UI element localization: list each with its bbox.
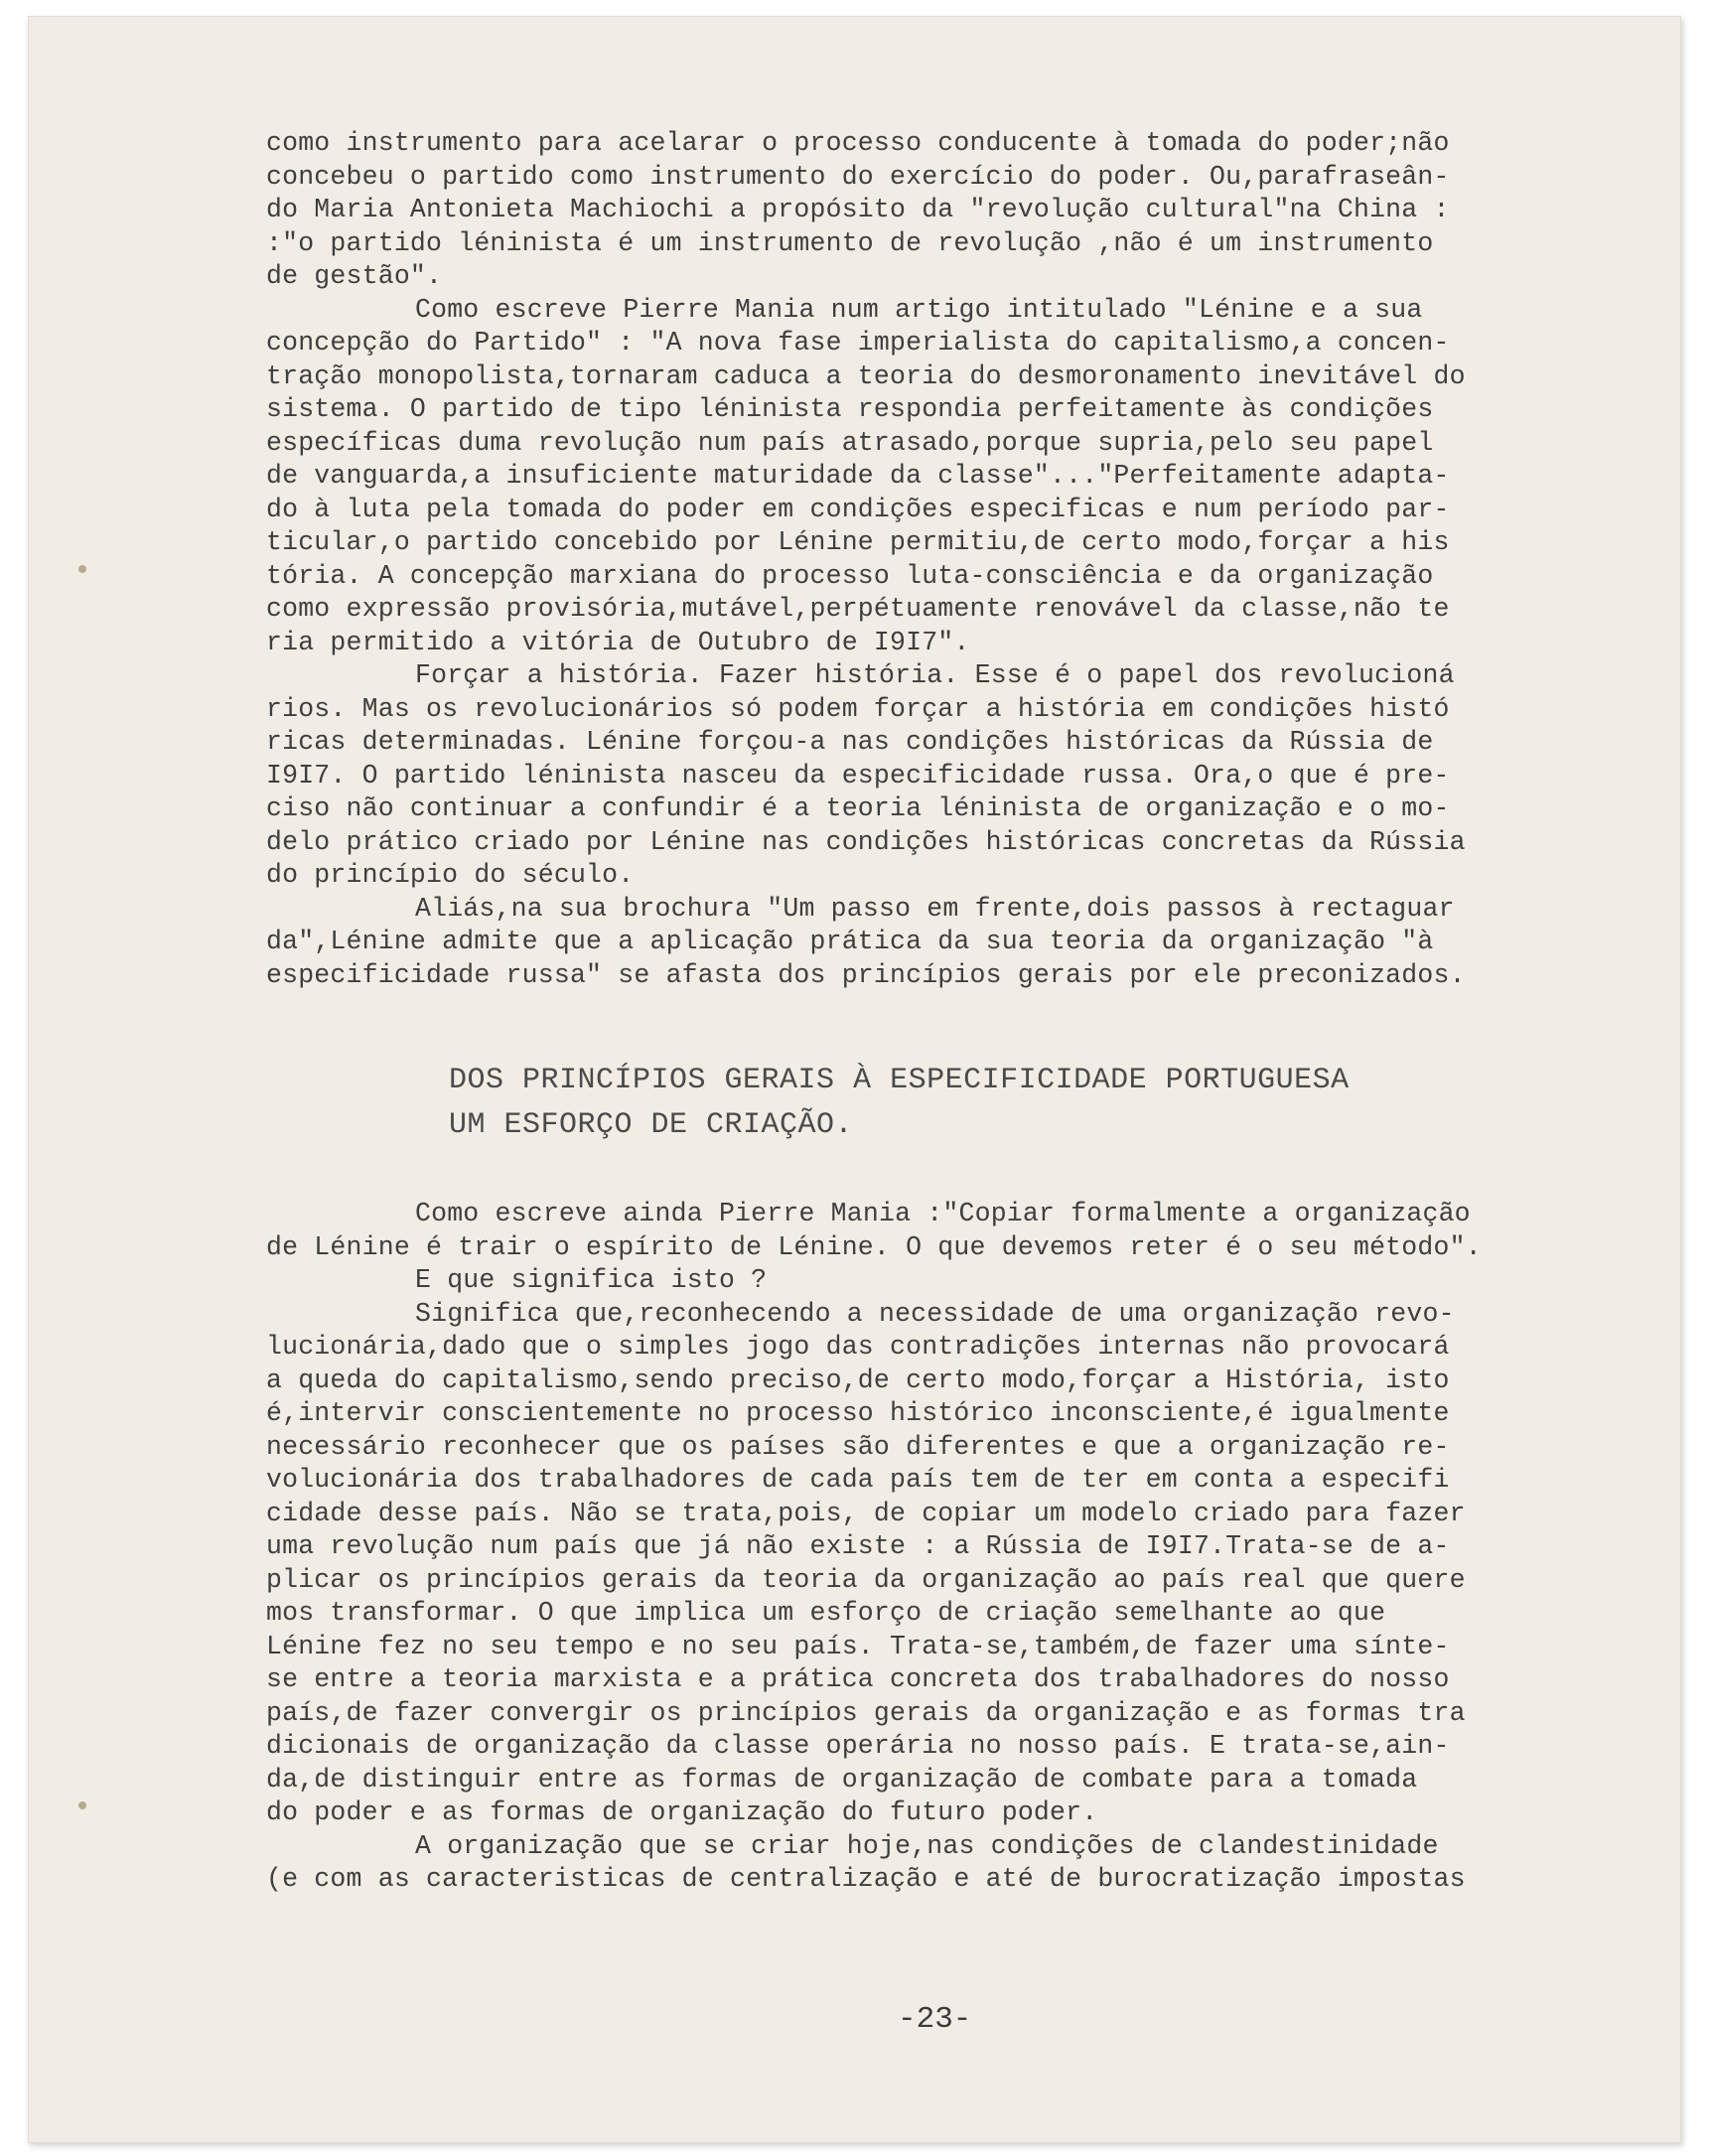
body-text-block-2: [266, 1198, 1627, 1897]
text-line: do à luta pela tomada do poder em condições especificas e num período par-: [266, 494, 1450, 524]
text-line: como instrumento para acelarar o processo conducente à tomada do poder;não: [266, 128, 1450, 158]
text-line: é,intervir conscientemente no processo histórico inconsciente,é igualmente: [266, 1398, 1450, 1428]
text-line: ticular,o partido concebido por Lénine permitiu,de certo modo,forçar a his: [266, 527, 1450, 557]
text-line: ricas determinadas. Lénine forçou-a nas condições históricas da Rússia de: [266, 727, 1434, 757]
text-line: ria permitido a vitória de Outubro de I9I7".: [266, 627, 970, 657]
page-number: -23-: [898, 2002, 972, 2037]
text-line: concepção do Partido" : "A nova fase imperialista do capitalismo,a concen-: [266, 328, 1450, 358]
text-line: uma revolução num país que já não existe : a Rússia de I9I7.Trata-se de a-: [266, 1531, 1450, 1561]
text-line: da,de distinguir entre as formas de organização de combate para a tomada: [266, 1764, 1418, 1795]
text-line: Como escreve Pierre Mania num artigo intitulado "Lénine e a sua: [415, 294, 1423, 325]
text-line: Lénine fez no seu tempo e no seu país. Trata-se,também,de fazer uma sínte-: [266, 1631, 1450, 1661]
text-line: se entre a teoria marxista e a prática concreta dos trabalhadores do nosso: [266, 1664, 1450, 1694]
text-line: específicas duma revolução num país atrasado,porque supria,pelo seu papel: [266, 427, 1434, 458]
text-line: Aliás,na sua brochura "Um passo em frente,dois passos à rectaguar: [415, 893, 1455, 924]
text-line: volucionária dos trabalhadores de cada país tem de ter em conta a especifi: [266, 1465, 1450, 1495]
text-line: do poder e as formas de organização do futuro poder.: [266, 1797, 1098, 1827]
text-line: tração monopolista,tornaram caduca a teoria do desmoronamento inevitável do: [266, 360, 1466, 391]
text-line: mos transformar. O que implica um esforço de criação semelhante ao que: [266, 1598, 1386, 1628]
text-line: como expressão provisória,mutável,perpétuamente renovável da classe,não te: [266, 594, 1450, 624]
text-line: ciso não continuar a confundir é a teoria léninista de organização e o mo-: [266, 793, 1450, 823]
text-line: E que significa isto ?: [415, 1265, 768, 1295]
text-line: especificidade russa" se afasta dos princípios gerais por ele preconizados.: [266, 959, 1466, 990]
text-line: país,de fazer convergir os princípios gerais da organização e as formas tra: [266, 1697, 1466, 1728]
text-line: Significa que,reconhecendo a necessidade de uma organização revo-: [415, 1298, 1455, 1329]
text-line: tória. A concepção marxiana do processo luta-consciência e da organização: [266, 560, 1434, 591]
text-line: do princípio do século.: [266, 860, 635, 890]
body-text-block-1: [266, 127, 1627, 992]
section-heading: [449, 1059, 1442, 1148]
text-line: I9I7. O partido léninista nasceu da especificidade russa. Ora,o que é pre-: [266, 760, 1450, 791]
text-line: de Lénine é trair o espírito de Lénine. O que devemos reter é o seu método".: [266, 1231, 1482, 1262]
text-line: delo prático criado por Lénine nas condições históricas concretas da Rússia: [266, 826, 1466, 857]
punch-hole-mark: [78, 1801, 86, 1809]
text-line: rios. Mas os revolucionários só podem forçar a história em condições histó: [266, 693, 1450, 724]
text-line: Forçar a história. Fazer história. Esse é o papel dos revolucioná: [415, 660, 1455, 690]
text-line: a queda do capitalismo,sendo preciso,de certo modo,forçar a História, isto: [266, 1365, 1450, 1395]
text-line: A organização que se criar hoje,nas condições de clandestinidade: [415, 1830, 1439, 1861]
text-line: :"o partido léninista é um instrumento de revolução ,não é um instrumento: [266, 227, 1434, 258]
text-line: da",Lénine admite que a aplicação prática da sua teoria da organização "à: [266, 927, 1434, 956]
text-line: cidade desse país. Não se trata,pois, de copiar um modelo criado para fazer: [266, 1498, 1466, 1528]
heading-line-1: DOS PRINCÍPIOS GERAIS À ESPECIFICIDADE PORTUGUESA: [449, 1064, 1350, 1097]
text-line: concebeu o partido como instrumento do exercício do poder. Ou,parafraseân-: [266, 161, 1450, 192]
text-line: Como escreve ainda Pierre Mania :"Copiar formalmente a organização: [415, 1199, 1471, 1228]
text-line: sistema. O partido de tipo léninista respondia perfeitamente às condições: [266, 394, 1434, 424]
text-line: plicar os princípios gerais da teoria da organização ao país real que quere: [266, 1564, 1466, 1595]
text-line: de gestão".: [266, 261, 443, 291]
heading-line-2: UM ESFORÇO DE CRIAÇÃO.: [449, 1108, 854, 1142]
text-line: dicionais de organização da classe operária no nosso país. E trata-se,ain-: [266, 1731, 1450, 1761]
text-line: do Maria Antonieta Machiochi a propósito da "revolução cultural"na China :: [266, 195, 1450, 224]
text-line: de vanguarda,a insuficiente maturidade da classe"..."Perfeitamente adapta-: [266, 461, 1450, 491]
text-line: lucionária,dado que o simples jogo das contradições internas não provocará: [266, 1332, 1450, 1362]
text-line: (e com as caracteristicas de centralização e até de burocratização impostas: [266, 1864, 1466, 1894]
punch-hole-mark: [78, 565, 86, 573]
text-line: necessário reconhecer que os países são diferentes e que a organização re-: [266, 1431, 1450, 1462]
